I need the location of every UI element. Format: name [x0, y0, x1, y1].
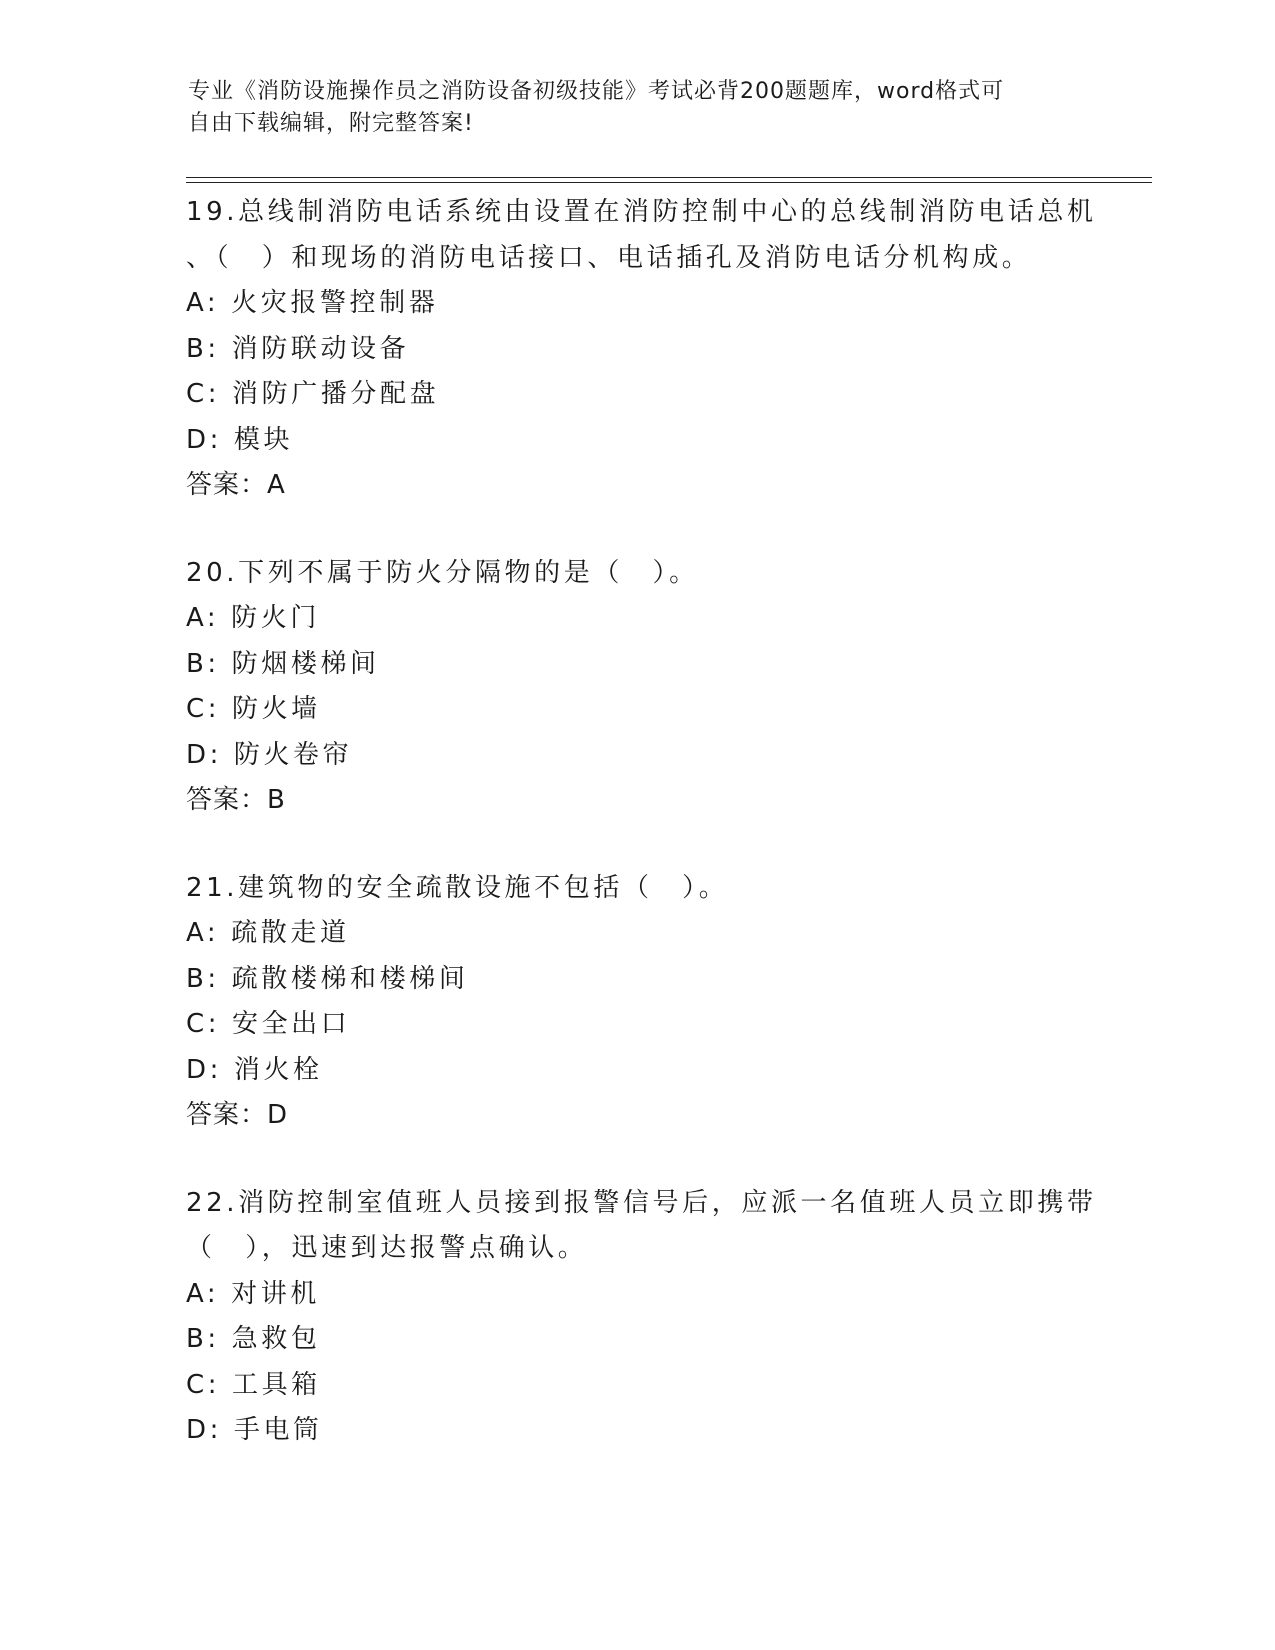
option-d: D: 防火卷帘: [186, 739, 353, 770]
option-c: C: 工具箱: [186, 1369, 321, 1400]
question-22: [186, 1181, 1097, 1454]
option-a: A: 对讲机: [186, 1278, 320, 1309]
option-b: B: 急救包: [186, 1324, 321, 1354]
option-c: C: 防火墙: [186, 694, 321, 724]
question-stem-line: 19.总线制消防电话系统由设置在消防控制中心的总线制消防电话总机: [186, 197, 1097, 227]
question-21: [186, 866, 1086, 1139]
question-stem-line: 21.建筑物的安全疏散设施不包括（ ）。: [186, 872, 729, 903]
header-line-2: 自由下载编辑，附完整答案!: [188, 111, 474, 136]
option-a: A: 防火门: [186, 603, 320, 633]
option-c: C: 消防广播分配盘: [186, 379, 440, 409]
question-stem-line: 20.下列不属于防火分隔物的是（ ）。: [186, 557, 699, 588]
option-d: D: 手电筒: [186, 1415, 323, 1445]
header-divider-bottom: [186, 182, 1152, 183]
header-line-1: 专业《消防设施操作员之消防设备初级技能》考试必背200题题库，word格式可: [188, 79, 1005, 104]
answer-line: 答案：B: [186, 785, 286, 815]
question-19: [186, 190, 1097, 509]
option-c: C: 安全出口: [186, 1009, 351, 1039]
question-list: [186, 190, 1097, 1496]
option-b: B: 疏散楼梯和楼梯间: [186, 963, 469, 994]
option-d: D: 消火栓: [186, 1054, 323, 1085]
question-stem-line: 、（ ）和现场的消防电话接口、电话插孔及消防电话分机构成。: [186, 242, 1032, 273]
option-d: D: 模块: [186, 424, 294, 455]
answer-line: 答案：D: [186, 1100, 289, 1130]
option-a: A: 火灾报警控制器: [186, 288, 439, 318]
option-b: B: 消防联动设备: [186, 333, 410, 364]
document-header: [188, 76, 1068, 140]
question-stem-line: 22.消防控制室值班人员接到报警信号后，应派一名值班人员立即携带: [186, 1187, 1097, 1218]
option-b: B: 防烟楼梯间: [186, 648, 380, 679]
question-20: [186, 551, 1086, 824]
question-stem-line: （ ），迅速到达报警点确认。: [186, 1233, 588, 1263]
option-a: A: 疏散走道: [186, 918, 350, 948]
header-divider-top: [186, 177, 1152, 178]
answer-line: 答案：A: [186, 470, 286, 500]
